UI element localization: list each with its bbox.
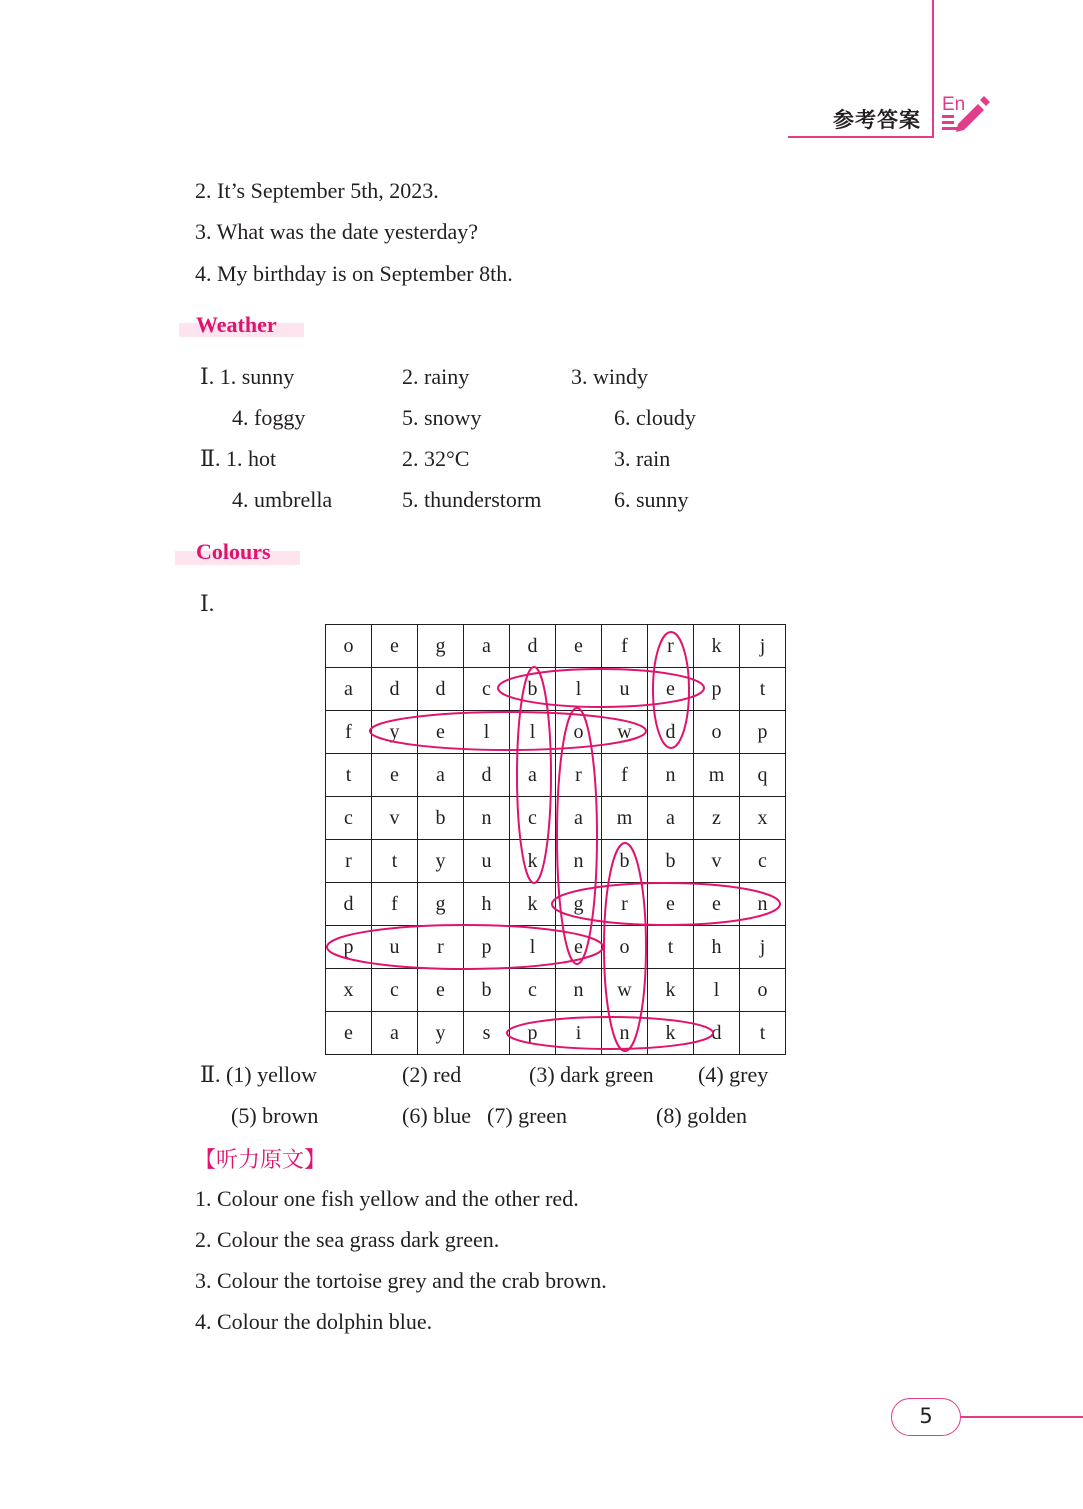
grid-cell: b xyxy=(418,797,464,840)
grid-cell: n xyxy=(648,754,694,797)
grid-cell: m xyxy=(602,797,648,840)
grid-cell: v xyxy=(694,840,740,883)
grid-cell: m xyxy=(694,754,740,797)
grid-cell: d xyxy=(648,711,694,754)
answer-line: 3. What was the date yesterday? xyxy=(195,219,479,244)
grid-cell: c xyxy=(372,969,418,1012)
grid-cell: u xyxy=(602,668,648,711)
grid-cell: f xyxy=(602,754,648,797)
grid-cell: n xyxy=(556,840,602,883)
weather-answer: Ⅱ. 1. hot xyxy=(200,446,277,471)
colour-answer: (8) golden xyxy=(656,1103,748,1128)
grid-cell: l xyxy=(694,969,740,1012)
grid-cell: l xyxy=(510,711,556,754)
grid-cell: e xyxy=(372,625,418,668)
grid-cell: n xyxy=(464,797,510,840)
grid-cell: e xyxy=(694,883,740,926)
grid-cell: h xyxy=(694,926,740,969)
weather-answer: 2. rainy xyxy=(402,364,470,389)
grid-cell: b xyxy=(464,969,510,1012)
grid-cell: f xyxy=(372,883,418,926)
logo-text: En xyxy=(942,94,966,115)
weather-answer: 6. sunny xyxy=(614,487,689,512)
grid-cell: c xyxy=(464,668,510,711)
grid-cell: e xyxy=(556,625,602,668)
weather-answer: 5. thunderstorm xyxy=(402,487,542,512)
grid-cell: r xyxy=(326,840,372,883)
grid-cell: o xyxy=(740,969,786,1012)
grid-cell: e xyxy=(418,711,464,754)
grid-cell: a xyxy=(464,625,510,668)
grid-cell: a xyxy=(510,754,556,797)
weather-answer: 4. foggy xyxy=(232,405,306,430)
grid-cell: r xyxy=(418,926,464,969)
grid-cell: s xyxy=(464,1012,510,1055)
grid-cell: a xyxy=(418,754,464,797)
grid-cell: a xyxy=(326,668,372,711)
grid-cell: k xyxy=(694,625,740,668)
grid-cell: f xyxy=(326,711,372,754)
listening-line: 2. Colour the sea grass dark green. xyxy=(195,1227,500,1252)
grid-cell: f xyxy=(602,625,648,668)
colour-answer: (6) blue xyxy=(402,1103,472,1128)
grid-cell: t xyxy=(326,754,372,797)
grid-cell: e xyxy=(418,969,464,1012)
grid-cell: i xyxy=(556,1012,602,1055)
grid-cell: d xyxy=(372,668,418,711)
weather-answer: 6. cloudy xyxy=(614,405,696,430)
answer-line: 2. It’s September 5th, 2023. xyxy=(195,178,439,203)
header-title: 参考答案 xyxy=(833,108,921,132)
grid-cell: d xyxy=(326,883,372,926)
grid-cell: e xyxy=(556,926,602,969)
colour-answer: (2) red xyxy=(402,1062,462,1087)
weather-answer: 4. umbrella xyxy=(232,487,333,512)
grid-cell: u xyxy=(372,926,418,969)
grid-cell: t xyxy=(740,1012,786,1055)
grid-cell: t xyxy=(648,926,694,969)
grid-cell: b xyxy=(602,840,648,883)
grid-cell: w xyxy=(602,711,648,754)
part-label: Ⅰ. xyxy=(200,591,215,616)
grid-cell: c xyxy=(510,969,556,1012)
circle-black xyxy=(517,667,551,883)
grid-cell: u xyxy=(464,840,510,883)
grid-cell: y xyxy=(372,711,418,754)
weather-answer: 5. snowy xyxy=(402,405,482,430)
grid-cell: y xyxy=(418,840,464,883)
grid-cell: x xyxy=(326,969,372,1012)
grid-cell: c xyxy=(510,797,556,840)
grid-cell: t xyxy=(372,840,418,883)
grid-cell: p xyxy=(326,926,372,969)
weather-answer: 3. rain xyxy=(614,446,671,471)
grid-cell: n xyxy=(602,1012,648,1055)
grid-cell: d xyxy=(418,668,464,711)
grid-cell: a xyxy=(556,797,602,840)
colour-answer: (3) dark green xyxy=(529,1062,654,1087)
grid-cell: l xyxy=(556,668,602,711)
section-heading-weather: Weather xyxy=(196,312,277,337)
grid-cell: o xyxy=(694,711,740,754)
grid-cell: q xyxy=(740,754,786,797)
grid-cell: k xyxy=(648,1012,694,1055)
grid-cell: n xyxy=(740,883,786,926)
grid-cell: d xyxy=(510,625,556,668)
colour-answer: (4) grey xyxy=(698,1062,769,1087)
section-heading-colours: Colours xyxy=(196,539,271,564)
grid-cell: a xyxy=(648,797,694,840)
weather-answer: 3. windy xyxy=(571,364,648,389)
grid-cell: g xyxy=(556,883,602,926)
grid-cell: l xyxy=(464,711,510,754)
grid-cell: d xyxy=(464,754,510,797)
grid-cell: y xyxy=(418,1012,464,1055)
grid-cell: k xyxy=(510,840,556,883)
circle-green xyxy=(552,883,780,925)
grid-cell: g xyxy=(418,625,464,668)
grid-cell: r xyxy=(556,754,602,797)
listening-line: 3. Colour the tortoise grey and the crab brown. xyxy=(195,1268,607,1293)
grid-cell: e xyxy=(326,1012,372,1055)
colour-answer: (5) brown xyxy=(231,1103,319,1128)
grid-cell: p xyxy=(510,1012,556,1055)
circle-purple xyxy=(327,925,603,969)
circle-blue xyxy=(498,669,704,707)
circle-grey xyxy=(604,843,646,1051)
circle-brown xyxy=(557,708,597,964)
circle-yellow xyxy=(370,712,646,750)
grid-cell: k xyxy=(648,969,694,1012)
colour-answer: Ⅱ. (1) yellow xyxy=(200,1062,317,1087)
listening-line: 1. Colour one fish yellow and the other red. xyxy=(195,1186,579,1211)
grid-cell: r xyxy=(648,625,694,668)
answer-line: 4. My birthday is on September 8th. xyxy=(195,261,513,286)
grid-cell: e xyxy=(648,883,694,926)
grid-cell: b xyxy=(510,668,556,711)
grid-cell: n xyxy=(556,969,602,1012)
grid-cell: k xyxy=(510,883,556,926)
grid-cell: j xyxy=(740,625,786,668)
grid-cell: d xyxy=(694,1012,740,1055)
grid-cell: e xyxy=(648,668,694,711)
page-number-rule xyxy=(961,1416,1083,1418)
colour-answer: (7) green xyxy=(487,1103,568,1128)
grid-cell: b xyxy=(648,840,694,883)
grid-cell: o xyxy=(602,926,648,969)
grid-cell: a xyxy=(372,1012,418,1055)
grid-cell: v xyxy=(372,797,418,840)
grid-cell: g xyxy=(418,883,464,926)
grid-cell: r xyxy=(602,883,648,926)
grid-cell: p xyxy=(694,668,740,711)
weather-answer: 2. 32°C xyxy=(402,446,470,471)
grid-cell: c xyxy=(740,840,786,883)
grid-cell: x xyxy=(740,797,786,840)
grid-cell: c xyxy=(326,797,372,840)
grid-cell: l xyxy=(510,926,556,969)
circle-red xyxy=(653,632,689,748)
grid-cell: h xyxy=(464,883,510,926)
grid-cell: p xyxy=(464,926,510,969)
grid-cell: e xyxy=(372,754,418,797)
grid-cell: z xyxy=(694,797,740,840)
grid-cell: p xyxy=(740,711,786,754)
listening-heading: 【听力原文】 xyxy=(194,1148,327,1173)
grid-cell: t xyxy=(740,668,786,711)
grid-cell: o xyxy=(556,711,602,754)
grid-cell: j xyxy=(740,926,786,969)
weather-answer: Ⅰ. 1. sunny xyxy=(200,364,295,389)
listening-line: 4. Colour the dolphin blue. xyxy=(195,1309,433,1334)
page-number: 5 xyxy=(891,1398,961,1436)
grid-cell: o xyxy=(326,625,372,668)
grid-cell: w xyxy=(602,969,648,1012)
